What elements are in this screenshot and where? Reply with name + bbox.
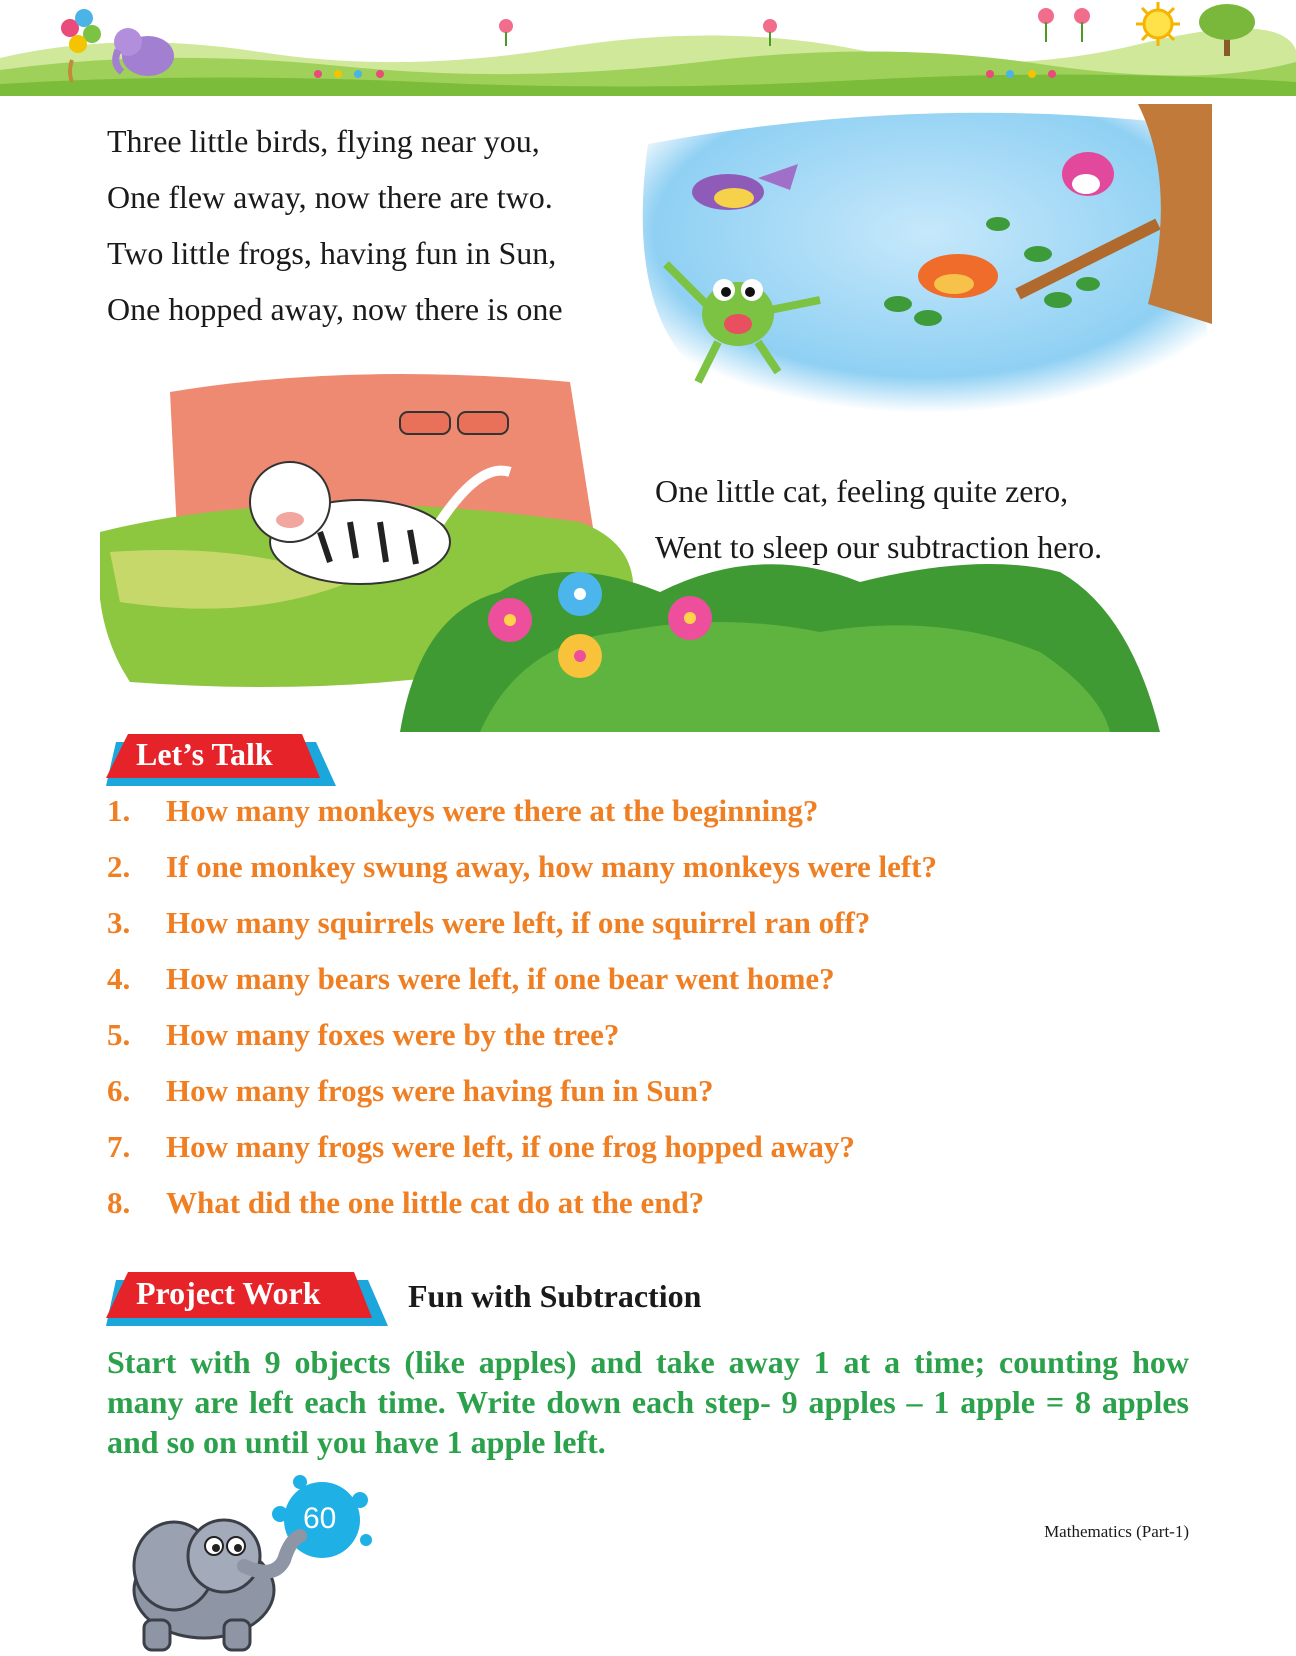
- elephant-icon: [134, 1520, 300, 1650]
- poem-line: Two little frogs, having fun in Sun,: [107, 235, 557, 271]
- page-number: 60: [303, 1502, 337, 1535]
- bushes: [400, 564, 1160, 732]
- project-instructions: Start with 9 objects (like apples) and take away 1 at a time; counting how many are left each time. Write down each step- 9 apples – 1 apple = 8 apples and so on until you have 1 apple left.: [107, 1344, 1189, 1460]
- list-item: 2. If one monkey swung away, how many monkeys were left?: [107, 849, 938, 884]
- bird-icon: [1062, 152, 1114, 196]
- lets-talk-tag: [106, 734, 336, 788]
- list-item: 6. How many frogs were having fun in Sun?: [107, 1073, 714, 1108]
- project-work-heading: Project Work: [136, 1275, 321, 1311]
- poem-line: Went to sleep our subtraction hero.: [655, 529, 1103, 565]
- list-item: 3. How many squirrels were left, if one squirrel ran off?: [107, 905, 871, 940]
- bird-icon: [918, 254, 998, 298]
- list-item: 7. How many frogs were left, if one frog hopped away?: [107, 1129, 855, 1164]
- project-work-tag: [106, 1272, 388, 1328]
- question-list: [107, 793, 937, 1241]
- header-banner: [0, 0, 1296, 96]
- list-item: 4. How many bears were left, if one bear went home?: [107, 961, 835, 996]
- list-item: 8. What did the one little cat do at the end?: [107, 1185, 705, 1220]
- sun-icon: [1136, 2, 1180, 46]
- project-title: Fun with Subtraction: [408, 1278, 702, 1314]
- list-item: 1. How many monkeys were there at the beginning?: [107, 793, 819, 828]
- poem-line: One flew away, now there are two.: [107, 179, 553, 215]
- lets-talk-heading: Let’s Talk: [136, 736, 273, 772]
- list-item: 5. How many foxes were by the tree?: [107, 1017, 620, 1052]
- poem-verse-1: [107, 113, 563, 337]
- poem-line: One hopped away, now there is one: [107, 291, 563, 327]
- poem-verse-2: [655, 463, 1102, 575]
- book-title: Mathematics (Part-1): [1044, 1522, 1189, 1541]
- elephant-mascot: [104, 1470, 384, 1656]
- poem-line: Three little birds, flying near you,: [107, 123, 540, 159]
- poem-line: One little cat, feeling quite zero,: [655, 473, 1069, 509]
